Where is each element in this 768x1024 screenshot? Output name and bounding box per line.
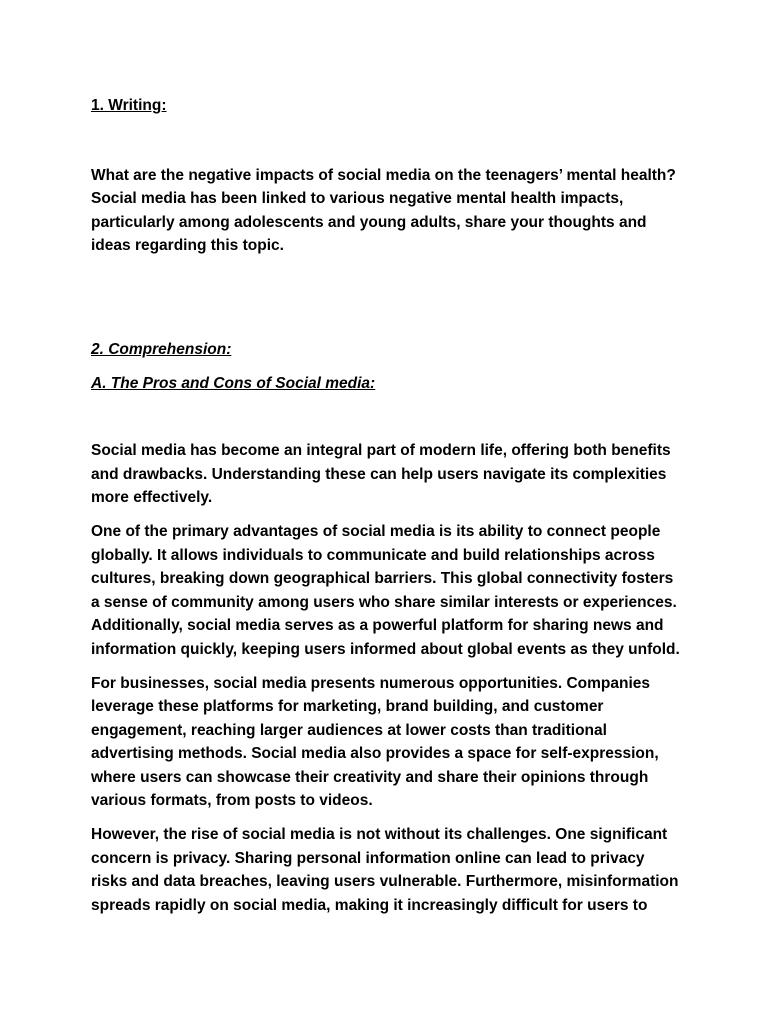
section-heading-comprehension: 2. Comprehension:	[91, 340, 232, 358]
paragraph-intro: Social media has become an integral part of modern life, offering both benefits and drawbacks. Understanding these can help users navigate its complexities more effectively.	[91, 442, 671, 507]
paragraph-challenges: However, the rise of social media is not without its challenges. One significant concern is privacy. Sharing personal information online can lead to privacy risks and data breaches, leaving users vulnerable. Furthermore, misinformation spreads rapidly on social media, making it increasingly difficult for users to	[91, 826, 679, 914]
paragraph-advantages: One of the primary advantages of social media is its ability to connect people globally. It allows individuals to communicate and build relationships across cultures, breaking down geographical barriers. This global connectivity fosters a sense of community among users who share similar interests or experiences. Additionally, social media serves as a powerful platform for sharing news and information quickly, keeping users informed about global events as they unfold.	[91, 522, 680, 658]
paragraph-business: For businesses, social media presents numerous opportunities. Companies leverage these platforms for marketing, brand building, and customer engagement, reaching larger audiences at lower costs than traditional advertising methods. Social media also provides a space for self-expression, where users can showcase their creativity and share their opinions through various formats, from posts to videos.	[91, 674, 659, 810]
document-body	[91, 94, 681, 927]
subsection-heading-pros-cons: A. The Pros and Cons of Social media:	[91, 374, 376, 392]
writing-prompt: What are the negative impacts of social media on the teenagers’ mental health? Social media has been linked to various negative mental health impacts, particularly among adolescents and young adults, share your thoughts and ideas regarding this topic.	[91, 166, 676, 255]
section-heading-writing: 1. Writing:	[91, 97, 167, 114]
